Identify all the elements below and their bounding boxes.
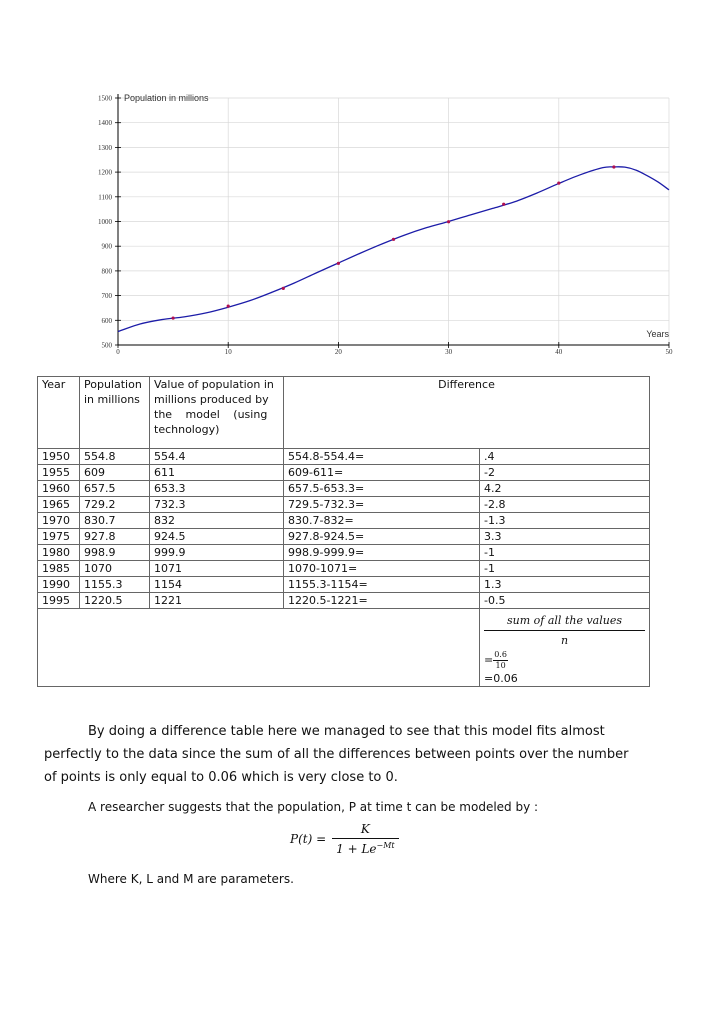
data-point <box>447 220 450 223</box>
summary-numerator: sum of all the values <box>484 611 645 631</box>
table-cell-year: 1995 <box>38 593 80 609</box>
table-cell-model: 653.3 <box>150 481 284 497</box>
data-point <box>337 262 340 265</box>
x-tick-labels <box>116 348 673 356</box>
table-cell-diff: -1.3 <box>480 513 650 529</box>
conclusion-paragraph: By doing a difference table here we managed to see that this model fits almost perfectly to the data since the sum of all the differences between points over the number of points is only equal to 0.06 which is very close to 0. <box>44 724 629 785</box>
table-cell-year: 1985 <box>38 561 80 577</box>
y-tick-label: 1100 <box>98 193 112 202</box>
summary-result: =0.06 <box>484 672 518 685</box>
header-population: Population in millions <box>80 377 150 449</box>
y-tick-label: 700 <box>101 292 112 301</box>
data-points <box>172 165 616 319</box>
table-row <box>38 513 650 529</box>
table-cell-population: 830.7 <box>80 513 150 529</box>
y-tick-label: 1500 <box>98 94 112 103</box>
table-cell-year: 1950 <box>38 449 80 465</box>
data-point <box>392 238 395 241</box>
formula-fraction <box>332 822 399 856</box>
header-year: Year <box>38 377 80 449</box>
y-tick-label: 1300 <box>98 143 112 152</box>
logistic-formula <box>290 822 399 856</box>
data-point <box>612 165 615 168</box>
table-row <box>38 545 650 561</box>
table-cell-population: 554.8 <box>80 449 150 465</box>
table-row <box>38 449 650 465</box>
difference-table <box>37 376 650 687</box>
table-cell-population: 657.5 <box>80 481 150 497</box>
y-tick-label: 800 <box>101 267 112 276</box>
table-row <box>38 577 650 593</box>
data-point <box>227 304 230 307</box>
table-cell-model: 732.3 <box>150 497 284 513</box>
formula-numerator: K <box>332 822 399 839</box>
summary-empty-cell <box>38 609 480 687</box>
table-row <box>38 593 650 609</box>
table-cell-year: 1955 <box>38 465 80 481</box>
y-tick-label: 1000 <box>98 218 112 226</box>
table-cell-year: 1975 <box>38 529 80 545</box>
table-cell-year: 1970 <box>38 513 80 529</box>
table-cell-year: 1990 <box>38 577 80 593</box>
x-axis-title: Years <box>646 329 669 339</box>
table-cell-diff: -0.5 <box>480 593 650 609</box>
y-tick-label: 1400 <box>98 119 112 128</box>
table-cell-model: 1071 <box>150 561 284 577</box>
table-cell-population: 998.9 <box>80 545 150 561</box>
table-row <box>38 465 650 481</box>
table-cell-population: 1155.3 <box>80 577 150 593</box>
formula-denominator-base: 1 + Le <box>336 842 377 856</box>
chart-axes <box>115 94 669 348</box>
y-tick-labels <box>98 95 113 350</box>
table-cell-diff: 4.2 <box>480 481 650 497</box>
parameters-paragraph: Where K, L and M are parameters. <box>88 872 294 886</box>
formula-lhs: P(t) = <box>290 832 327 846</box>
table-cell-population: 729.2 <box>80 497 150 513</box>
chart-grid <box>118 98 669 345</box>
table-cell-calc: 830.7-832= <box>284 513 480 529</box>
table-cell-year: 1980 <box>38 545 80 561</box>
header-model-line: the model (using <box>154 408 268 421</box>
summary-cell <box>480 609 650 687</box>
table-cell-diff: -2.8 <box>480 497 650 513</box>
table-row <box>38 497 650 513</box>
x-tick-label: 20 <box>334 348 342 356</box>
small-fraction-num: 0.6 <box>494 650 507 659</box>
table-header-row <box>38 377 650 449</box>
table-cell-calc: 1220.5-1221= <box>284 593 480 609</box>
model-curve <box>118 167 669 332</box>
table-cell-model: 554.4 <box>150 449 284 465</box>
header-difference: Difference <box>284 377 650 449</box>
table-cell-model: 924.5 <box>150 529 284 545</box>
table-cell-model: 611 <box>150 465 284 481</box>
table-cell-model: 1154 <box>150 577 284 593</box>
table-cell-population: 1070 <box>80 561 150 577</box>
table-cell-year: 1965 <box>38 497 80 513</box>
table-cell-population: 1220.5 <box>80 593 150 609</box>
y-tick-label: 600 <box>101 316 112 325</box>
table-row <box>38 529 650 545</box>
y-tick-label: 1200 <box>98 168 112 177</box>
data-point <box>282 287 285 290</box>
table-cell-diff: .4 <box>480 449 650 465</box>
data-point <box>172 316 175 319</box>
data-point <box>557 182 560 185</box>
table-cell-model: 832 <box>150 513 284 529</box>
researcher-paragraph: A researcher suggests that the population, P at time t can be modeled by : <box>88 800 539 814</box>
table-cell-calc: 1070-1071= <box>284 561 480 577</box>
table-cell-diff: -1 <box>480 545 650 561</box>
formula-exponent: −Mt <box>376 841 395 850</box>
table-cell-model: 1221 <box>150 593 284 609</box>
table-row <box>38 561 650 577</box>
small-fraction-den: 10 <box>495 661 506 670</box>
table-cell-population: 609 <box>80 465 150 481</box>
data-point <box>502 203 505 206</box>
population-chart <box>0 0 728 370</box>
y-axis-title: Population in millions <box>124 93 209 103</box>
header-model-line: technology) <box>154 423 220 436</box>
table-cell-calc: 554.8-554.4= <box>284 449 480 465</box>
table-cell-calc: 609-611= <box>284 465 480 481</box>
table-cell-calc: 729.5-732.3= <box>284 497 480 513</box>
table-body <box>38 449 650 609</box>
x-tick-label: 10 <box>224 348 232 356</box>
table-cell-model: 999.9 <box>150 545 284 561</box>
header-model-line: Value of population in <box>154 378 274 391</box>
y-tick-label: 900 <box>101 242 112 251</box>
x-tick-label: 0 <box>116 348 120 356</box>
formula-denominator <box>332 839 399 856</box>
table-cell-calc: 927.8-924.5= <box>284 529 480 545</box>
table-cell-diff: -1 <box>480 561 650 577</box>
table-cell-diff: -2 <box>480 465 650 481</box>
small-fraction <box>493 650 508 671</box>
y-tick-label: 500 <box>101 341 112 350</box>
header-model-line: millions produced by <box>154 393 269 406</box>
table-cell-population: 927.8 <box>80 529 150 545</box>
table-row <box>38 481 650 497</box>
summary-fraction-line <box>484 650 645 671</box>
table-cell-diff: 3.3 <box>480 529 650 545</box>
x-tick-label: 30 <box>445 348 453 356</box>
summary-denominator: n <box>560 634 569 647</box>
table-cell-year: 1960 <box>38 481 80 497</box>
x-tick-label: 40 <box>555 348 563 356</box>
table-cell-calc: 657.5-653.3= <box>284 481 480 497</box>
table-cell-calc: 998.9-999.9= <box>284 545 480 561</box>
table-cell-diff: 1.3 <box>480 577 650 593</box>
summary-equals: = <box>484 653 494 667</box>
x-tick-label: 50 <box>665 348 673 356</box>
summary-row <box>38 609 650 687</box>
header-model <box>150 377 284 449</box>
table-cell-calc: 1155.3-1154= <box>284 577 480 593</box>
